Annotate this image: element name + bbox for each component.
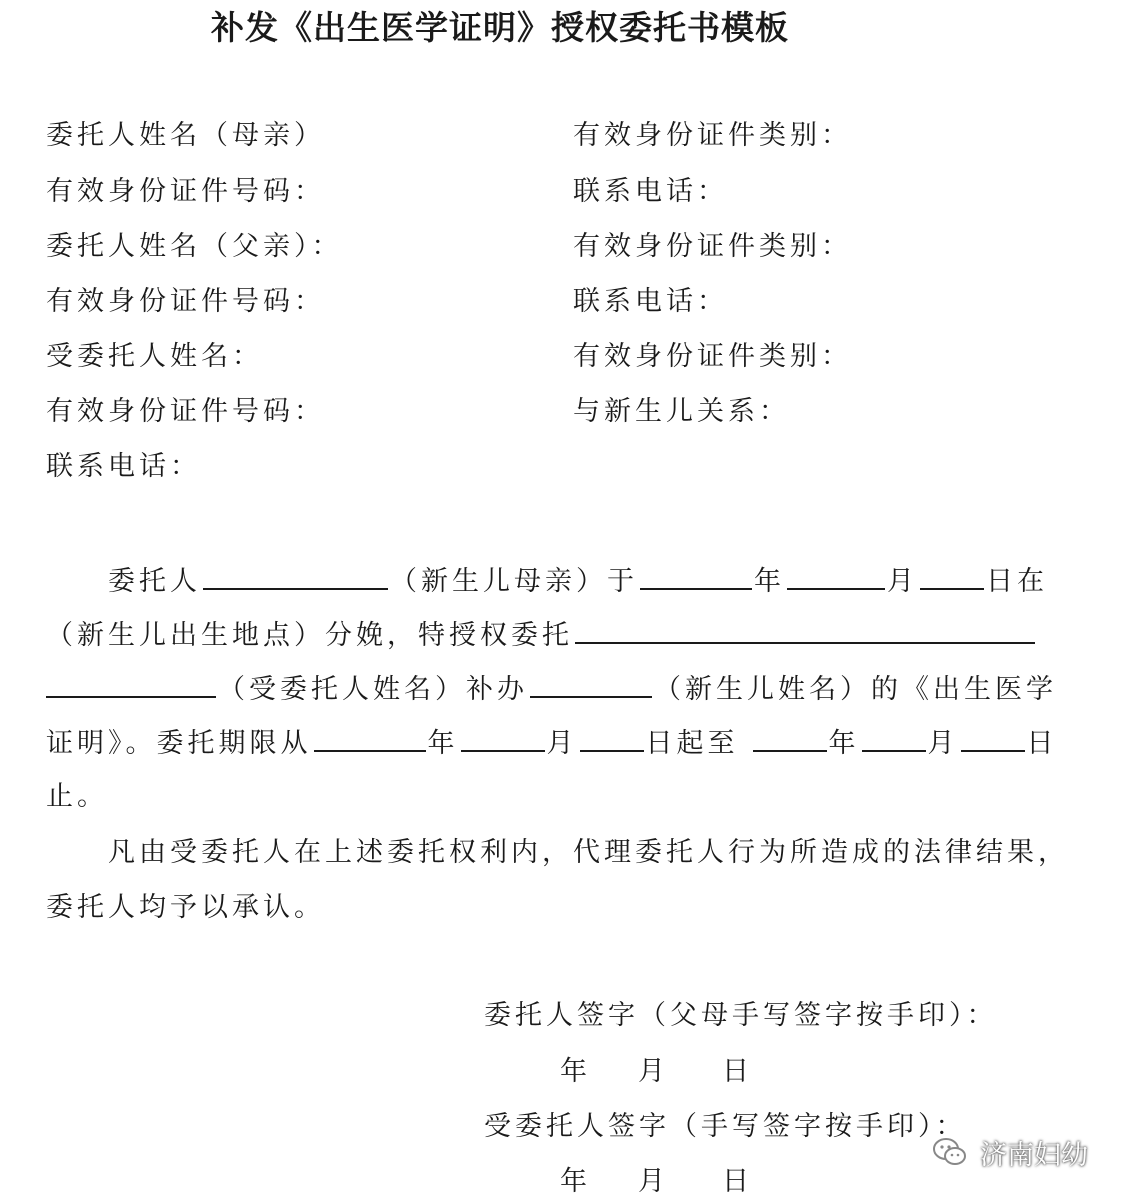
father-id-type-label: 有效身份证件类别： [573, 231, 852, 262]
date-year: 年 [560, 1166, 587, 1197]
body-line-3 [46, 666, 1086, 712]
mother-phone-label: 联系电话： [573, 176, 728, 207]
agent-name-blank[interactable] [46, 666, 216, 698]
body-text: 月 [927, 728, 959, 759]
body-text: 日起至 [645, 728, 739, 759]
end-day-blank[interactable] [961, 720, 1025, 752]
date-day: 日 [722, 1056, 749, 1087]
body-text: （新生儿出生地点）分娩，特授权委托 [46, 620, 573, 651]
mother-id-number-label: 有效身份证件号码： [46, 176, 325, 207]
agent-id-number-label: 有效身份证件号码： [46, 396, 325, 427]
father-name-label: 委托人姓名（父亲）： [46, 231, 343, 262]
body-line-5: 止。 [46, 781, 108, 812]
agent-id-type-label: 有效身份证件类别： [573, 341, 852, 372]
body-text: 年 [754, 566, 785, 597]
birth-month-blank[interactable] [787, 558, 885, 590]
date-year: 年 [560, 1056, 587, 1087]
body-text: （新生儿母亲）于 [390, 566, 638, 597]
body-text: 年 [828, 728, 860, 759]
end-year-blank[interactable] [753, 720, 827, 752]
body-text: 日在 [986, 566, 1048, 597]
start-day-blank[interactable] [580, 720, 644, 752]
body-text: 证明》。委托期限从 [46, 728, 312, 759]
watermark-text: 济南妇幼 [980, 1139, 1088, 1171]
body-text: （受委托人姓名）补办 [218, 674, 528, 705]
delegator-date-row [0, 1052, 1129, 1092]
birth-day-blank[interactable] [920, 558, 984, 590]
document-title: 补发《出生医学证明》授权委托书模板 [211, 8, 789, 47]
agent-signature-label: 受委托人签字（手写签字按手印）： [484, 1111, 967, 1142]
body-line-6 [46, 831, 1086, 875]
body-text: 委托人 [108, 566, 201, 597]
mother-name-blank[interactable] [203, 558, 388, 590]
start-year-blank[interactable] [314, 720, 426, 752]
newborn-name-blank[interactable] [530, 666, 652, 698]
agent-name-label: 受委托人姓名： [46, 341, 263, 372]
body-text: 日 [1026, 728, 1058, 759]
agent-blank[interactable] [575, 612, 1035, 644]
start-month-blank[interactable] [461, 720, 545, 752]
agent-relation-label: 与新生儿关系： [573, 396, 790, 427]
body-line-7: 委托人均予以承认。 [46, 892, 325, 923]
mother-id-type-label: 有效身份证件类别： [573, 120, 852, 151]
body-text: 年 [427, 728, 459, 759]
body-line-2 [46, 612, 1086, 658]
birth-year-blank[interactable] [640, 558, 752, 590]
body-text: 月 [887, 566, 918, 597]
end-month-blank[interactable] [862, 720, 926, 752]
body-text: （新生儿姓名）的《出生医学 [654, 674, 1057, 705]
date-day: 日 [722, 1166, 749, 1197]
father-id-number-label: 有效身份证件号码： [46, 286, 325, 317]
mother-name-label: 委托人姓名（母亲） [46, 120, 325, 151]
agent-phone-label: 联系电话： [46, 451, 201, 482]
body-text: 月 [546, 728, 578, 759]
body-text: 凡由受委托人在上述委托权利内，代理委托人行为所造成的法律结果， [108, 837, 1069, 868]
source-watermark [930, 1130, 1088, 1174]
date-month: 月 [638, 1056, 665, 1087]
date-month: 月 [638, 1166, 665, 1197]
wechat-icon [930, 1132, 970, 1172]
body-line-1 [46, 558, 1086, 604]
delegator-signature-label: 委托人签字（父母手写签字按手印）： [484, 1000, 998, 1031]
body-line-4 [46, 720, 1086, 766]
father-phone-label: 联系电话： [573, 286, 728, 317]
